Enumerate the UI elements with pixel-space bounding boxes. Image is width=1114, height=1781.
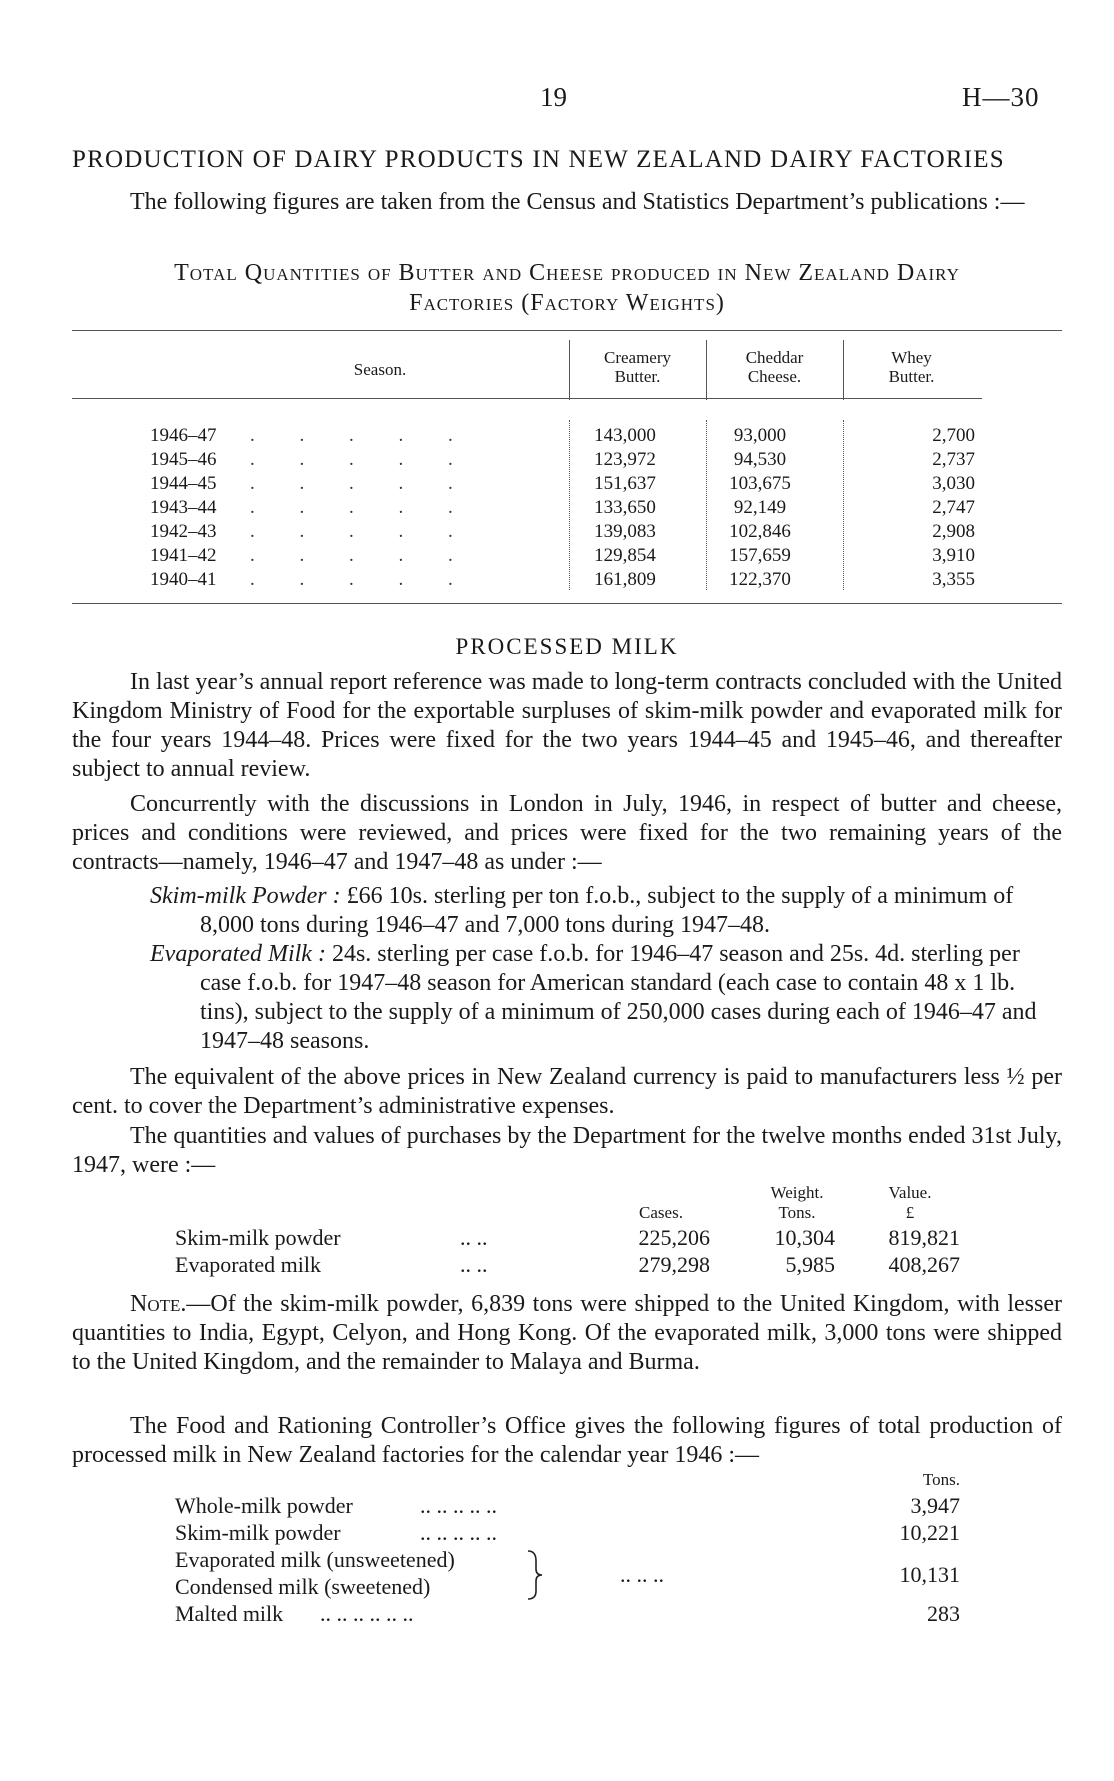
- cell-creamery-butter: 129,854: [594, 545, 656, 566]
- leader-dots: . . . . .: [250, 425, 473, 446]
- paragraph-3-text-a: The equivalent of the above prices in New Zealand currency is paid to manufacturers less: [130, 1064, 1000, 1090]
- col-header-cases: Cases.: [639, 1203, 683, 1222]
- table-title-line-2: Factories (Factory Weights): [409, 290, 725, 316]
- leader-dots: . . . . .: [250, 569, 473, 590]
- intro-paragraph: [72, 188, 1062, 217]
- paragraph-1: [72, 668, 1062, 784]
- col-header-tons: Tons.: [922, 1470, 960, 1489]
- col-header-cheddar-cheese: [712, 348, 837, 386]
- leader-dots: .. .. .. .. .. ..: [320, 1601, 414, 1626]
- paragraph-3-text-b: per cent. to cover the Department’s administrative expenses.: [72, 1064, 1063, 1119]
- leader-dots: . . . . .: [250, 545, 473, 566]
- purchase-tons: 10,304: [774, 1225, 835, 1250]
- cell-season: 1943–44: [150, 497, 217, 518]
- cell-creamery-butter: 133,650: [594, 497, 656, 518]
- cell-cheddar-cheese: 94,530: [733, 449, 787, 470]
- table-row: [150, 497, 975, 519]
- purchase-cases: 225,206: [638, 1225, 710, 1250]
- paragraph-2-text: Concurrently with the discussions in London in July, 1946, in respect of butter and cheese, prices and conditions were reviewed, and prices were fixed for the two remaining years of the contracts—namely, 1946–47 and 1947–48 as under :—: [72, 791, 1062, 875]
- production-tons: 10,131: [899, 1562, 960, 1587]
- table-row: [150, 449, 975, 471]
- table-title: [72, 258, 1062, 318]
- col-header-cheddar-line-1: Cheddar: [745, 348, 804, 367]
- production-item: Whole-milk powder: [175, 1493, 353, 1518]
- evaporated-milk-label: Evaporated Milk :: [150, 941, 326, 967]
- cell-cheddar-cheese: 157,659: [729, 545, 791, 566]
- table-col-divider-1: [569, 340, 570, 400]
- skim-milk-label: Skim-milk Powder :: [150, 883, 341, 909]
- cell-cheddar-cheese: 122,370: [729, 569, 791, 590]
- purchase-value: 408,267: [888, 1252, 960, 1277]
- cell-season: 1946–47: [150, 425, 217, 446]
- production-item: Malted milk: [175, 1601, 284, 1626]
- leader-dots: . . . . .: [250, 521, 473, 542]
- col-header-whey-line-2: Butter.: [888, 367, 935, 386]
- leader-dots: . . . . .: [250, 473, 473, 494]
- col-header-creamery-line-1: Creamery: [603, 348, 672, 367]
- paragraph-1-text: In last year’s annual report reference was made to long-term contracts concluded with the United Kingdom Ministry of Food for the exportable surpluses of skim-milk powder and evaporated milk for the four years 1944–48. Prices were fixed for the two years 1944–45 and 1945–46, and thereafter subject to annual review.: [72, 669, 1062, 782]
- table-col-divider-2: [706, 340, 707, 400]
- paragraph-4: [72, 1122, 1062, 1180]
- cell-season: 1945–46: [150, 449, 217, 470]
- cell-creamery-butter: 139,083: [594, 521, 656, 542]
- page-number: 19: [540, 82, 567, 112]
- paragraph-4-text: The quantities and values of purchases by the Department for the twelve months ended 31st July, 1947, were :—: [72, 1123, 1062, 1178]
- table-row: [150, 545, 975, 567]
- purchase-item: Skim-milk powder: [175, 1225, 341, 1250]
- col-header-cheddar-line-2: Cheese.: [747, 367, 802, 386]
- table-bottom-rule: [72, 603, 1062, 604]
- col-header-pounds: £: [905, 1203, 915, 1222]
- cell-whey-butter: 3,030: [932, 473, 975, 494]
- cell-whey-butter: 2,747: [932, 497, 975, 518]
- cell-season: 1944–45: [150, 473, 217, 494]
- cell-creamery-butter: 143,000: [594, 425, 656, 446]
- paragraph-3: [72, 1063, 1062, 1121]
- col-header-whey-butter: [849, 348, 974, 386]
- cell-whey-butter: 2,737: [932, 449, 975, 470]
- table-col-divider-3: [843, 340, 844, 400]
- cell-whey-butter: 2,908: [932, 521, 975, 542]
- production-item: Evaporated milk (unsweetened): [175, 1547, 455, 1572]
- table-row: [150, 569, 975, 591]
- cell-cheddar-cheese: 102,846: [729, 521, 791, 542]
- cell-whey-butter: 3,910: [932, 545, 975, 566]
- production-item: Condensed milk (sweetened): [175, 1574, 431, 1599]
- cell-season: 1941–42: [150, 545, 217, 566]
- production-tons: 10,221: [899, 1520, 960, 1545]
- leader-dots: . . . . .: [250, 497, 473, 518]
- purchase-item: Evaporated milk: [175, 1252, 322, 1277]
- cell-cheddar-cheese: 92,149: [733, 497, 787, 518]
- leader-dots: .. ..: [460, 1225, 488, 1250]
- production-tons: 283: [927, 1601, 960, 1626]
- table-row: [150, 473, 975, 495]
- cell-season: 1940–41: [150, 569, 217, 590]
- table-row: [150, 521, 975, 543]
- purchase-tons: 5,985: [785, 1252, 835, 1277]
- skim-milk-price-terms: [150, 882, 1060, 940]
- paragraph-5: [72, 1412, 1062, 1470]
- leader-dots: .. .. ..: [620, 1562, 664, 1587]
- col-header-value: Value.: [888, 1183, 932, 1202]
- col-header-whey-line-1: Whey: [891, 348, 932, 367]
- combining-brace: [524, 1547, 546, 1603]
- col-header-creamery-line-2: Butter.: [614, 367, 661, 386]
- cell-whey-butter: 3,355: [932, 569, 975, 590]
- table-header-rule: [72, 398, 982, 399]
- leader-dots: .. .. .. .. ..: [420, 1520, 497, 1545]
- paragraph-5-text: The Food and Rationing Controller’s Office gives the following figures of total production of processed milk in New Zealand factories for the calendar year 1946 :—: [72, 1413, 1062, 1468]
- paragraph-2: [72, 790, 1062, 877]
- cell-cheddar-cheese: 103,675: [729, 473, 791, 494]
- fraction-half: ½: [1006, 1064, 1025, 1090]
- col-header-season: Season.: [353, 360, 407, 379]
- intro-text: The following figures are taken from the Census and Statistics Department’s publications :—: [130, 189, 1025, 215]
- cell-cheddar-cheese: 93,000: [733, 425, 787, 446]
- evaporated-milk-terms-text: 24s. sterling per case f.o.b. for 1946–47 season and 25s. 4d. sterling per case f.o.b. for 1947–48 season for American standard (each case to contain 48 x 1 lb. tins), subject to the supply of a minimum of 250,000 cases during each of 1946–47 and 1947–48 seasons.: [200, 941, 1037, 1054]
- evaporated-milk-price-terms: [150, 940, 1060, 1056]
- cell-creamery-butter: 123,972: [594, 449, 656, 470]
- cell-whey-butter: 2,700: [932, 425, 975, 446]
- cell-creamery-butter: 151,637: [594, 473, 656, 494]
- col-header-weight: Weight.: [770, 1183, 824, 1202]
- cell-season: 1942–43: [150, 521, 217, 542]
- note-paragraph: [72, 1290, 1062, 1377]
- purchase-cases: 279,298: [638, 1252, 710, 1277]
- page-title: PRODUCTION OF DAIRY PRODUCTS IN NEW ZEALAND DAIRY FACTORIES: [72, 146, 1005, 173]
- leader-dots: . . . . .: [250, 449, 473, 470]
- table-title-line-1: Total Quantities of Butter and Cheese produced in New Zealand Dairy: [174, 260, 960, 286]
- cell-creamery-butter: 161,809: [594, 569, 656, 590]
- production-tons: 3,947: [910, 1493, 960, 1518]
- production-item: Skim-milk powder: [175, 1520, 341, 1545]
- col-header-creamery-butter: [575, 348, 700, 386]
- section-title-processed-milk: PROCESSED MILK: [455, 634, 679, 659]
- note-label: Note.: [130, 1291, 187, 1317]
- leader-dots: .. ..: [460, 1252, 488, 1277]
- purchase-value: 819,821: [888, 1225, 960, 1250]
- skim-milk-terms-text: £66 10s. sterling per ton f.o.b., subject to the supply of a minimum of 8,000 tons during 1946–47 and 7,000 tons during 1947–48.: [200, 883, 1014, 938]
- note-text: —Of the skim-milk powder, 6,839 tons were shipped to the United Kingdom, with lesser quantities to India, Egypt, Celyon, and Hong Kong. Of the evaporated milk, 3,000 tons were shipped to the United Kingdom, and the remainder to Malaya and Burma.: [72, 1291, 1062, 1375]
- table-row: [150, 425, 975, 447]
- leader-dots: .. .. .. .. ..: [420, 1493, 497, 1518]
- table-top-rule: [72, 330, 1062, 331]
- col-header-tons: Tons.: [778, 1203, 816, 1222]
- page-reference: H—30: [962, 82, 1040, 112]
